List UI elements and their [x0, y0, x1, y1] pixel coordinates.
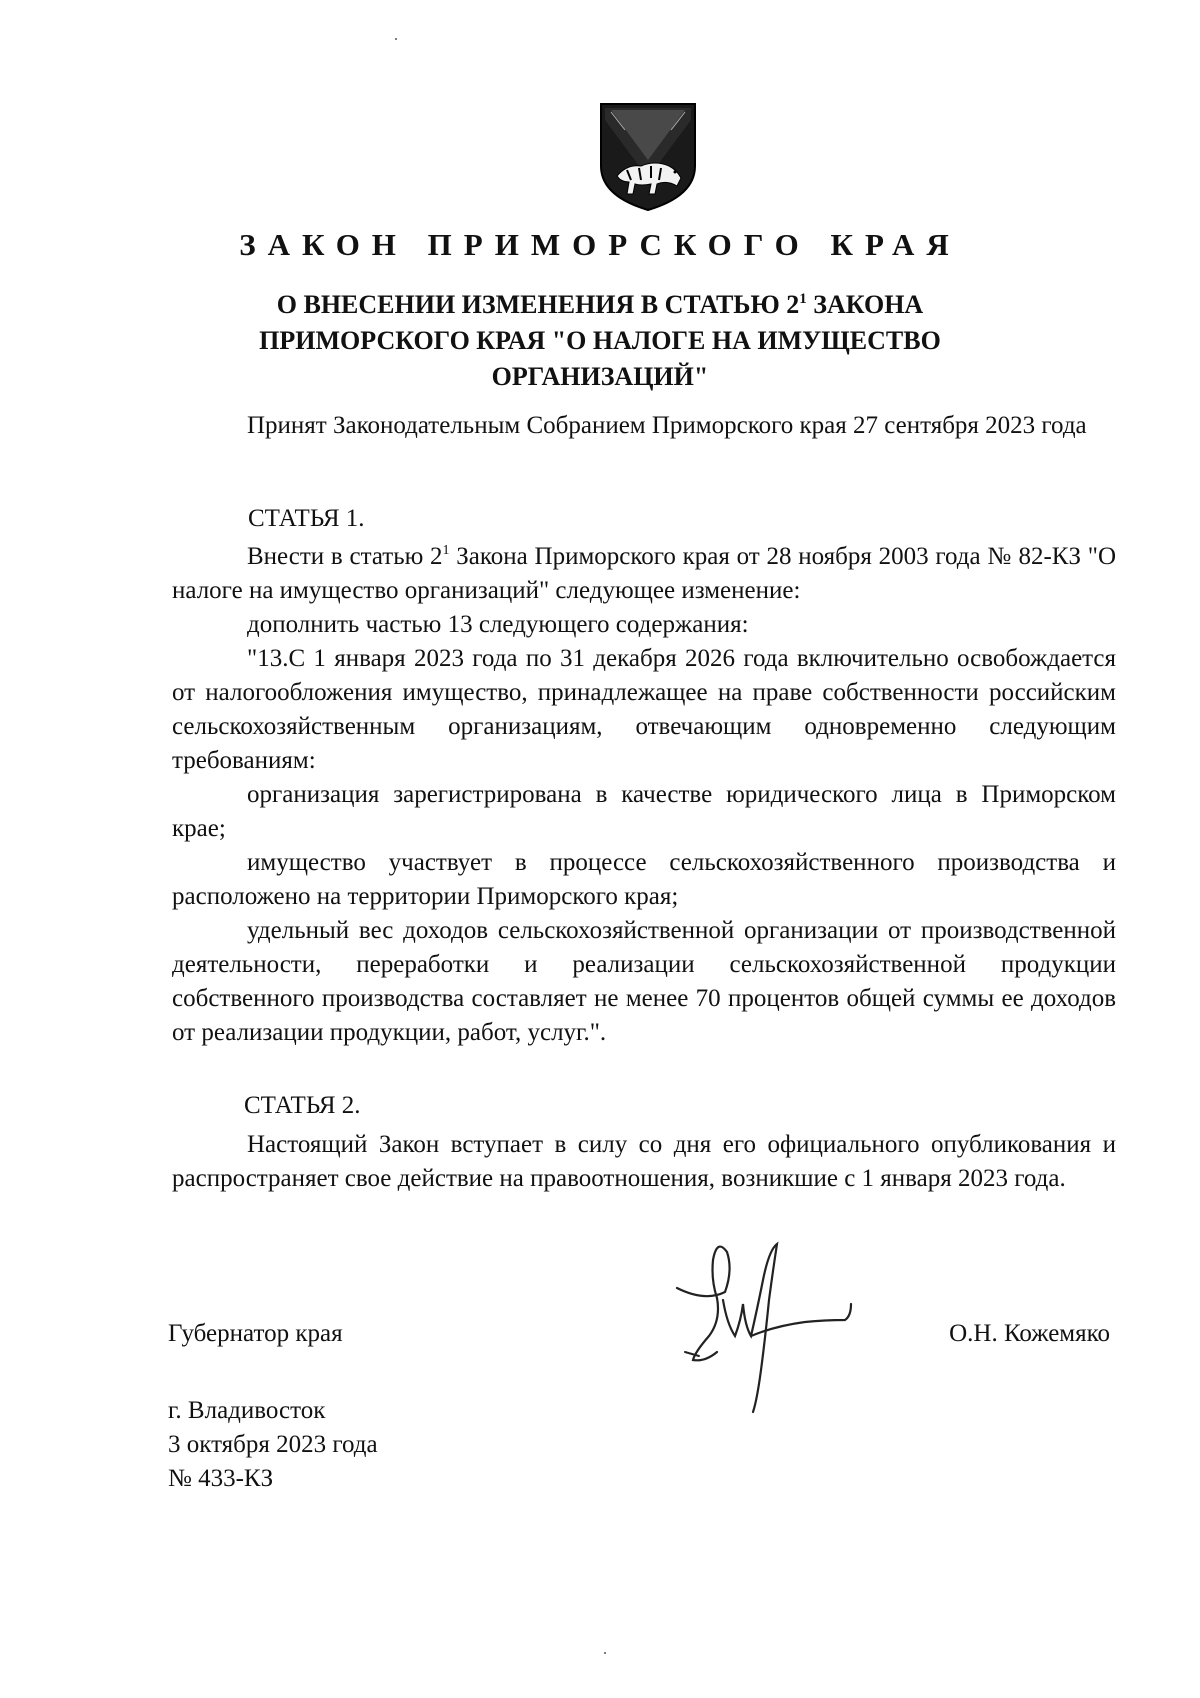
article2-body [172, 1128, 1116, 1196]
article1-p1-superscript: 1 [442, 543, 450, 558]
city: г. Владивосток [168, 1397, 326, 1424]
article1-p1-part2: Закона Приморского края от 28 ноября 2003 года № 82-КЗ "О налоге на имущество организаций" следующее изменение: [172, 543, 1116, 604]
document-meta [168, 1394, 378, 1496]
article1-p1-part1: Внести в статью 2 [247, 543, 443, 570]
article1-paragraph-6: удельный вес доходов сельскохозяйственной организации от производственной деятельности, переработки и реализации сельскохозяйственной продукции собственного производства составляет не менее 70 процентов общей суммы ее доходов от реализации продукции, работ, услуг.". [172, 917, 1116, 1046]
article1-paragraph-5: имущество участвует в процессе сельскохозяйственного производства и расположено на территории Приморского края; [172, 849, 1116, 910]
scan-speck [604, 1652, 606, 1654]
article2-heading: СТАТЬЯ 2. [244, 1092, 361, 1119]
coat-of-arms-icon [597, 100, 699, 213]
signing-date: 3 октября 2023 года [168, 1431, 378, 1458]
article1-paragraph-4: организация зарегистрирована в качестве юридического лица в Приморском крае; [172, 781, 1116, 842]
article1-paragraph-3: "13.С 1 января 2023 года по 31 декабря 2026 года включительно освобождается от налогообложения имущество, принадлежащее на праве собственности российским сельскохозяйственным организациям, отвечающим одновременно следующим требованиям: [172, 645, 1116, 774]
adoption-note [172, 409, 1116, 443]
law-title: ЗАКОН ПРИМОРСКОГО КРАЯ [239, 227, 961, 262]
article2-paragraph-1: Настоящий Закон вступает в силу со дня его официального опубликования и распространяет свое действие на правоотношения, возникшие с 1 января 2023 года. [172, 1131, 1116, 1192]
subtitle-superscript: 1 [799, 291, 807, 307]
article1-paragraph-1 [172, 540, 1116, 608]
subtitle-part2: ЗАКОНА ПРИМОРСКОГО КРАЯ "О НАЛОГЕ НА ИМУЩЕСТВО ОРГАНИЗАЦИЙ" [259, 290, 941, 391]
scan-speck [395, 38, 397, 40]
law-number: № 433-КЗ [168, 1465, 274, 1492]
adoption-text: Принят Законодательным Собранием Приморского края 27 сентября 2023 года [247, 412, 1087, 439]
article1-paragraph-2: дополнить частью 13 следующего содержания: [247, 611, 749, 638]
signature-icon [665, 1240, 865, 1415]
article1-body [172, 540, 1116, 1050]
law-subtitle [180, 287, 1020, 395]
article1-heading: СТАТЬЯ 1. [248, 505, 365, 532]
subtitle-part1: О ВНЕСЕНИИ ИЗМЕНЕНИЯ В СТАТЬЮ 2 [276, 290, 800, 319]
governor-name: О.Н. Кожемяко [949, 1320, 1110, 1347]
governor-title: Губернатор края [168, 1320, 343, 1347]
